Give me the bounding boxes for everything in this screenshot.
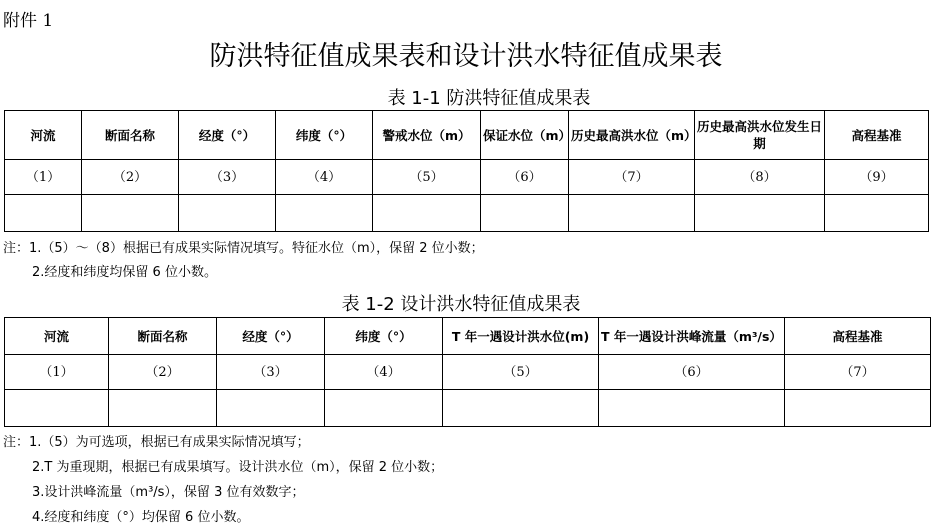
- table2-empty-cell[interactable]: [325, 390, 443, 427]
- table1-empty-cell[interactable]: [373, 195, 481, 232]
- table2-number-cell: （6）: [599, 355, 785, 390]
- table1-header-cell: 历史最高洪水位发生日期: [695, 111, 825, 160]
- table1-empty-cell[interactable]: [5, 195, 82, 232]
- table1-empty-cell[interactable]: [179, 195, 276, 232]
- table1-number-cell: （1）: [5, 160, 82, 195]
- table1-header-cell: 河流: [5, 111, 82, 160]
- table2-header-row: [5, 318, 931, 355]
- table2-design-flood: [4, 317, 931, 427]
- table1-empty-cell[interactable]: [695, 195, 825, 232]
- table2-number-cell: （5）: [443, 355, 599, 390]
- table2-header-cell: 河流: [5, 318, 109, 355]
- table2-header-cell: 纬度（°）: [325, 318, 443, 355]
- table1-header-cell: 历史最高洪水位（m）: [569, 111, 695, 160]
- table1-number-cell: （5）: [373, 160, 481, 195]
- table1-note-2: 2.经度和纬度均保留 6 位小数。: [32, 265, 217, 280]
- table1-empty-cell[interactable]: [569, 195, 695, 232]
- table2-empty-cell[interactable]: [217, 390, 325, 427]
- table1-flood-characteristics: [4, 110, 929, 232]
- table1-note-1: 注：1.（5）～（8）根据已有成果实际情况填写。特征水位（m），保留 2 位小数；: [3, 241, 484, 256]
- page-title: 防洪特征值成果表和设计洪水特征值成果表: [209, 41, 723, 72]
- table2-number-row: [5, 355, 931, 390]
- table1-empty-cell[interactable]: [276, 195, 373, 232]
- table2-header-cell: 断面名称: [109, 318, 217, 355]
- table2-note-2: 2.T 为重现期，根据已有成果填写。设计洪水位（m），保留 2 位小数；: [32, 460, 444, 475]
- table2-header-cell: 经度（°）: [217, 318, 325, 355]
- table2-header-cell: T 年一遇设计洪峰流量（m³/s）: [599, 318, 785, 355]
- table2-number-cell: （1）: [5, 355, 109, 390]
- table2-empty-cell[interactable]: [5, 390, 109, 427]
- table1-number-cell: （9）: [825, 160, 929, 195]
- table2-number-cell: （7）: [785, 355, 931, 390]
- table1-empty-cell[interactable]: [82, 195, 179, 232]
- table1-header-cell: 断面名称: [82, 111, 179, 160]
- table2-note-1: 注：1.（5）为可选项，根据已有成果实际情况填写；: [3, 435, 310, 450]
- table1-empty-cell[interactable]: [825, 195, 929, 232]
- table2-header-cell: T 年一遇设计洪水位(m): [443, 318, 599, 355]
- table1-number-cell: （7）: [569, 160, 695, 195]
- table2-title: 表 1-2 设计洪水特征值成果表: [341, 294, 581, 315]
- table2-empty-cell[interactable]: [109, 390, 217, 427]
- table1-number-cell: （2）: [82, 160, 179, 195]
- table2-empty-cell[interactable]: [443, 390, 599, 427]
- table2-number-cell: （3）: [217, 355, 325, 390]
- table1-header-cell: 纬度（°）: [276, 111, 373, 160]
- table1-number-cell: （4）: [276, 160, 373, 195]
- table2-number-cell: （4）: [325, 355, 443, 390]
- table1-header-cell: 经度（°）: [179, 111, 276, 160]
- table2-note-4: 4.经度和纬度（°）均保留 6 位小数。: [32, 510, 250, 525]
- table1-number-cell: （6）: [481, 160, 569, 195]
- table1-header-cell: 保证水位（m）: [481, 111, 569, 160]
- table1-header-cell: 警戒水位（m）: [373, 111, 481, 160]
- table2-empty-row: [5, 390, 931, 427]
- table1-number-cell: （8）: [695, 160, 825, 195]
- table2-note-3: 3.设计洪峰流量（m³/s），保留 3 位有效数字；: [32, 485, 305, 500]
- table2-number-cell: （2）: [109, 355, 217, 390]
- table1-empty-cell[interactable]: [481, 195, 569, 232]
- table2-header-cell: 高程基准: [785, 318, 931, 355]
- table1-empty-row: [5, 195, 929, 232]
- table2-empty-cell[interactable]: [599, 390, 785, 427]
- table1-title: 表 1-1 防洪特征值成果表: [387, 88, 591, 109]
- table2-empty-cell[interactable]: [785, 390, 931, 427]
- attachment-label: 附件 1: [3, 11, 54, 31]
- table1-number-cell: （3）: [179, 160, 276, 195]
- table1-number-row: [5, 160, 929, 195]
- table1-header-cell: 高程基准: [825, 111, 929, 160]
- table1-header-row: [5, 111, 929, 160]
